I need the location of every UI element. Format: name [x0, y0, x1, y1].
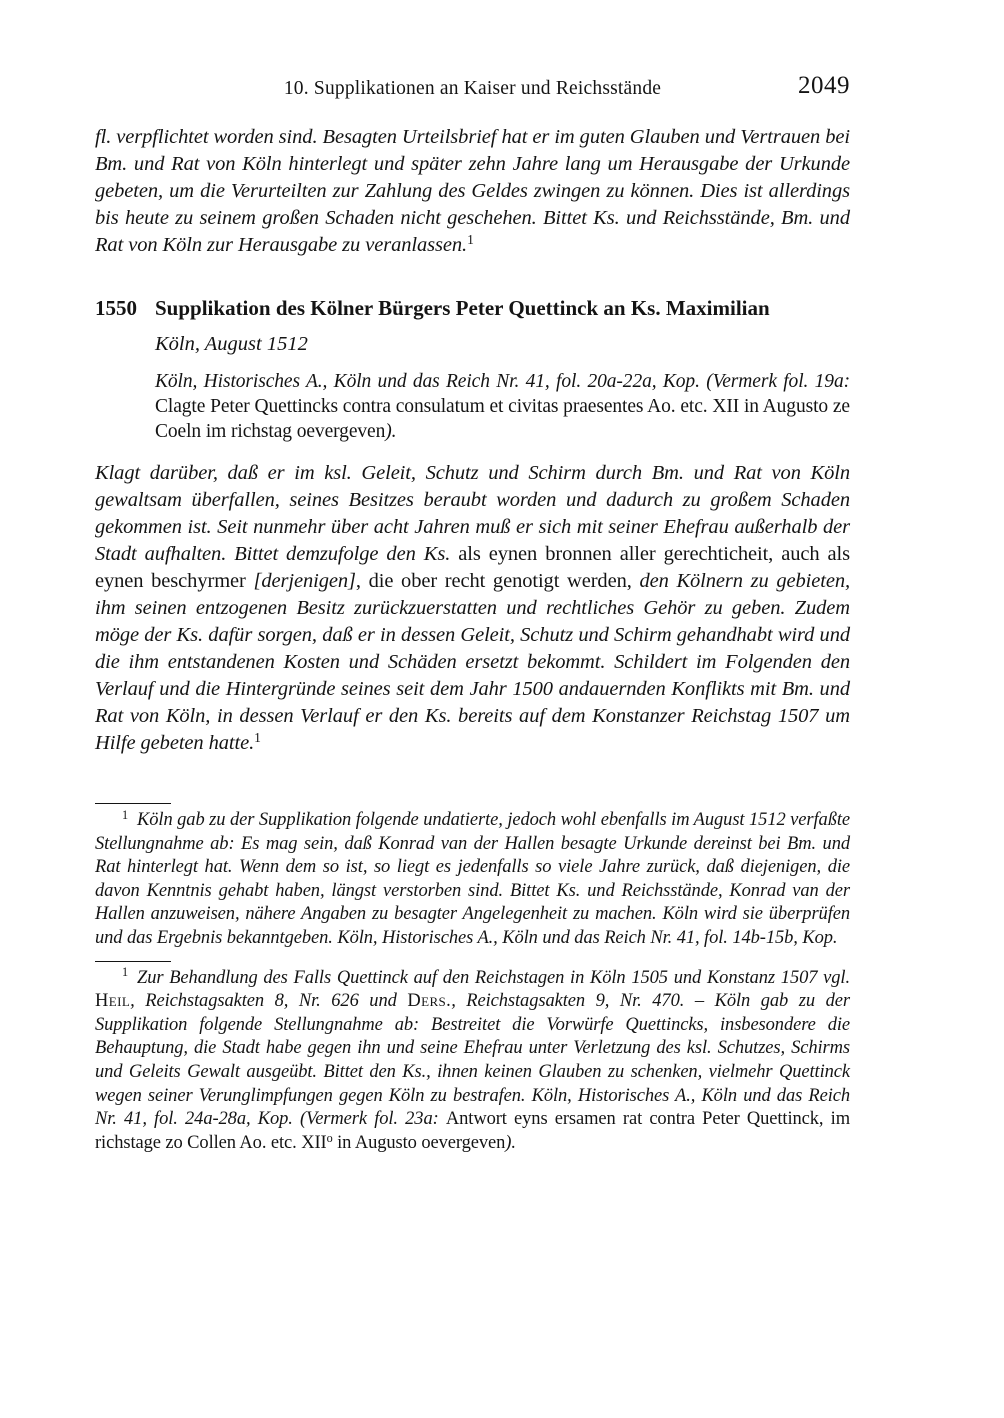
running-title: 10. Supplikationen an Kaiser und Reichsstände [283, 78, 662, 99]
entry-summary-paragraph: Klagt darüber, daß er im ksl. Geleit, Schutz und Schirm durch Bm. und Rat von Köln gewaltsam überfallen, seines Besitzes beraubt worden und dadurch zu großem Schaden gekommen ist. Seit nunmehr über acht Jahren muß er sich mit seiner Ehefrau außerhalb der Stadt aufhalten. Bittet demzufolge den Ks. als eynen bronnen aller gerechticheit, auch als eynen beschyrmer [derjenigen], die ober recht genotigt werden, den Kölnern zu gebieten, ihm seinen entzogenen Besitz zurückzuerstatten und rechtliches Gehör zu geben. Zudem möge der Ks. dafür sorgen, daß er in dessen Geleit, Schutz und Schirm gehandhabt wird und die ihm entstandenen Kosten und Schäden ersetzt bekommt. Schildert im Folgenden den Verlauf und die Hintergründe seines seit dem Jahr 1500 andauernden Konflikts mit Bm. und Rat von Köln, in dessen Verlauf er den Ks. bereits auf dem Konstanzer Reichstag 1507 um Hilfe gebeten hatte.$^1$ [95, 462, 851, 754]
entry-dateline: Köln, August 1512 [155, 333, 308, 355]
footnote-1 [95, 803, 850, 951]
footnote-content: Zur Behandlung des Falls Quettinck auf den Reichstagen in Köln 1505 und Konstanz 1507 vgl. Heil, Reichstagsakten 8, Nr. 626 und Ders., Reichstagsakten 9, Nr. 470. – Köln gab zu der Supplikation folgende Stellungnahme ab: Bestreitet die Vorwürfe Quettincks, insbesondere die Behauptung, die Stadt habe gegen ihn und seine Ehefrau unter Verletzung des ksl. Schutzes, Schirms und Geleits Gewalt ausgeübt. Bittet den Ks., ihnen keinen Glauben zu schenken, vielmehr Quettinck wegen seiner Verunglimpfungen gegen Köln zu bestrafen. Köln, Historisches A., Köln und das Reich Nr. 41, fol. 24a-28a, Kop. (Vermerk fol. 23a: Antwort eyns ersamen rat contra Peter Quettinck, im richstage zo Collen Ao. etc. XII$^o$ in Augusto oevergeven). [95, 967, 851, 1153]
page-number: 2049 [798, 72, 850, 99]
entry-title: Supplikation des Kölner Bürgers Peter Quettinck an Ks. Maximilian [155, 296, 770, 320]
footnotes-area [95, 803, 850, 1155]
footnote-separator [95, 803, 171, 804]
footnote-marker: 1 [122, 807, 129, 822]
footnote-2 [95, 961, 850, 1156]
entry-source-note: Köln, Historisches A., Köln und das Reich Nr. 41, fol. 20a-22a, Kop. (Vermerk fol. 19a: Clagte Peter Quettincks contra consulatum et civitas praesentes Ao. etc. XII in Augusto ze Coeln im richstag oevergeven). [155, 371, 850, 442]
footnote-text [95, 809, 850, 951]
footnote-content: Köln gab zu der Supplikation folgende undatierte, jedoch wohl ebenfalls im August 1512 verfaßte Stellungnahme ab: Es mag sein, daß Konrad van der Hallen besagte Urkunde dereinst bei Bm. und Rat hinterlegt hat. Wenn dem so ist, so liegt es jedenfalls so viele Jahre zurück, daß diejenigen, die davon Kenntnis gehabt haben, längst verstorben sind. Bittet Ks. und Reichsstände, Konrad van der Hallen anzuweisen, nähere Angaben zu besagter Angelegenheit zu machen. Köln wird sie überprüfen und das Ergebnis bekanntgeben. Köln, Historisches A., Köln und das Reich Nr. 41, fol. 14b-15b, Kop. [95, 810, 850, 948]
footnote-marker: 1 [122, 965, 129, 980]
footnote-separator [95, 961, 171, 962]
footnote-text [95, 967, 850, 1156]
entry-number: 1550 [95, 296, 137, 320]
continuation-paragraph: fl. verpflichtet worden sind. Besagten Urteilsbrief hat er im guten Glauben und Vertrauen bei Bm. und Rat von Köln hinterlegt und später zehn Jahre lang um Herausgabe der Urkunde gebeten, um die Verurteilten zur Zahlung des Geldes zwingen zu können. Dies ist allerdings bis heute zu seinem großen Schaden nicht geschehen. Bittet Ks. und Reichsstände, Bm. und Rat von Köln zur Herausgabe zu veranlassen.$^1$ [95, 126, 850, 256]
entry-heading [95, 295, 850, 322]
running-head [95, 72, 850, 104]
